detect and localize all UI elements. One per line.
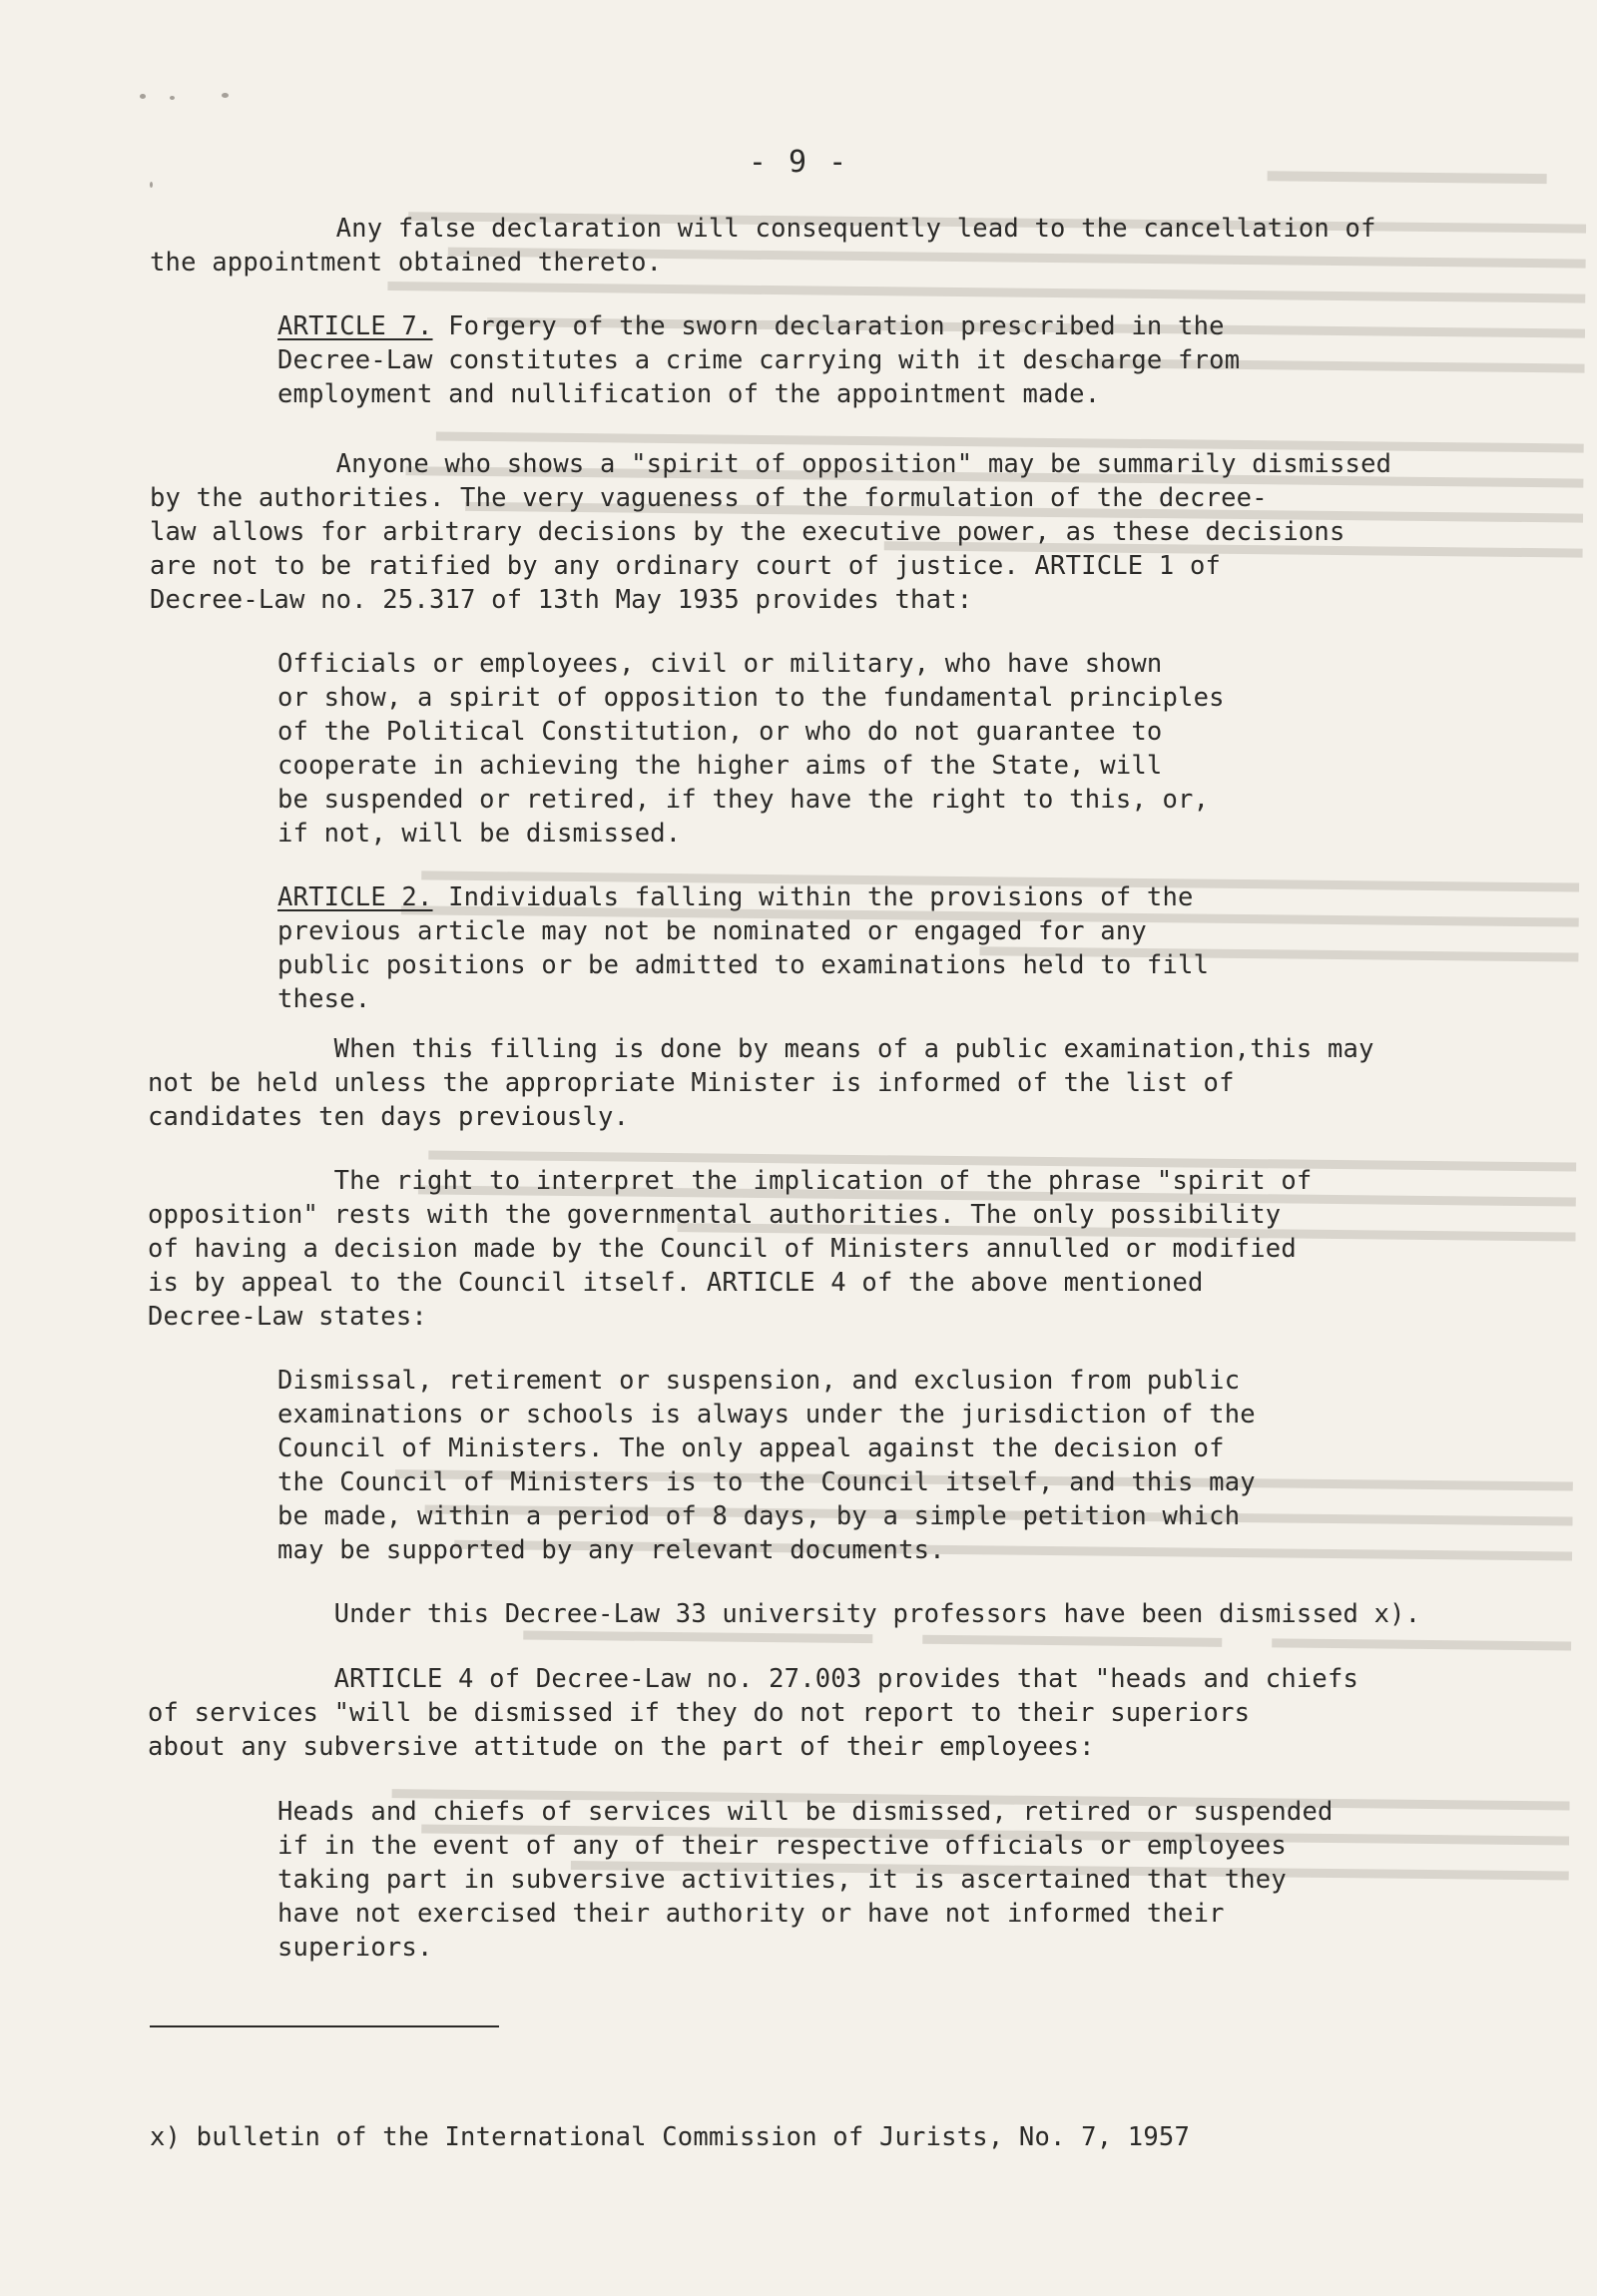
paragraph-line: of services "will be dismissed if they do not report to their superiors bbox=[148, 1698, 1251, 1728]
ink-speck bbox=[170, 96, 175, 100]
article-7-line bbox=[277, 309, 1225, 343]
quote-line: cooperate in achieving the higher aims of the State, will bbox=[277, 751, 1163, 781]
ink-speck bbox=[150, 182, 153, 188]
paragraph-line: by the authorities. The very vagueness of the formulation of the decree- bbox=[150, 483, 1268, 513]
article-heading: ARTICLE 2. bbox=[277, 882, 433, 912]
paragraph-line: not be held unless the appropriate Minister is informed of the list of bbox=[148, 1068, 1235, 1098]
paragraph-line: opposition" rests with the governmental authorities. The only possibility bbox=[148, 1200, 1282, 1230]
article-2-line bbox=[277, 880, 1194, 914]
paragraph-line: are not to be ratified by any ordinary court of justice. ARTICLE 1 of bbox=[150, 551, 1222, 581]
paragraph-line: of having a decision made by the Council of Ministers annulled or modified bbox=[148, 1234, 1297, 1264]
quote-line: have not exercised their authority or have not informed their bbox=[277, 1899, 1225, 1929]
paragraph-line: Anyone who shows a "spirit of opposition" may be summarily dismissed bbox=[150, 449, 1392, 479]
article-7-line: employment and nullification of the appointment made. bbox=[277, 379, 1101, 409]
paragraph-line: Under this Decree-Law 33 university professors have been dismissed x). bbox=[148, 1599, 1421, 1629]
quote-line: Heads and chiefs of services will be dismissed, retired or suspended bbox=[277, 1797, 1333, 1827]
article-2-line: public positions or be admitted to examinations held to fill bbox=[277, 950, 1210, 980]
paragraph-line: ARTICLE 4 of Decree-Law no. 27.003 provides that "heads and chiefs bbox=[148, 1664, 1359, 1694]
paragraph-line: candidates ten days previously. bbox=[148, 1102, 630, 1132]
quote-line: the Council of Ministers is to the Council itself, and this may bbox=[277, 1467, 1256, 1497]
paragraph-line: the appointment obtained thereto. bbox=[150, 248, 663, 278]
quote-line: taking part in subversive activities, it is ascertained that they bbox=[277, 1865, 1287, 1895]
article-2-line: previous article may not be nominated or engaged for any bbox=[277, 916, 1147, 946]
article-text: Individuals falling within the provisions of the bbox=[432, 882, 1194, 912]
paragraph-line: The right to interpret the implication of the phrase "spirit of bbox=[148, 1166, 1313, 1196]
paragraph-line: Any false declaration will consequently lead to the cancellation of bbox=[150, 214, 1376, 244]
quote-line: Officials or employees, civil or military, who have shown bbox=[277, 649, 1163, 679]
quote-line: of the Political Constitution, or who do not guarantee to bbox=[277, 717, 1163, 747]
quote-line: Council of Ministers. The only appeal against the decision of bbox=[277, 1434, 1225, 1463]
paragraph-line: law allows for arbitrary decisions by the executive power, as these decisions bbox=[150, 517, 1345, 547]
paragraph-line: Decree-Law no. 25.317 of 13th May 1935 provides that: bbox=[150, 585, 973, 615]
quote-line: may be supported by any relevant documents. bbox=[277, 1535, 945, 1565]
page-number: - 9 - bbox=[748, 145, 849, 180]
footnote-divider bbox=[150, 2025, 499, 2027]
quote-line: superiors. bbox=[277, 1933, 433, 1963]
article-text: Forgery of the sworn declaration prescribed in the bbox=[432, 311, 1225, 341]
ink-speck bbox=[140, 94, 146, 99]
paragraph-line: Decree-Law states: bbox=[148, 1302, 427, 1332]
article-7-line: Decree-Law constitutes a crime carrying with it descharge from bbox=[277, 345, 1241, 375]
quote-line: Dismissal, retirement or suspension, and exclusion from public bbox=[277, 1366, 1241, 1396]
quote-line: examinations or schools is always under the jurisdiction of the bbox=[277, 1400, 1256, 1430]
article-heading: ARTICLE 7. bbox=[277, 311, 433, 341]
paragraph-line: about any subversive attitude on the part of their employees: bbox=[148, 1732, 1095, 1762]
quote-line: be made, within a period of 8 days, by a simple petition which bbox=[277, 1501, 1241, 1531]
article-2-line: these. bbox=[277, 984, 371, 1014]
quote-line: or show, a spirit of opposition to the fundamental principles bbox=[277, 683, 1225, 713]
quote-line: be suspended or retired, if they have the right to this, or, bbox=[277, 785, 1210, 815]
footnote: x) bulletin of the International Commission of Jurists, No. 7, 1957 bbox=[150, 2122, 1191, 2152]
quote-line: if in the event of any of their respective officials or employees bbox=[277, 1831, 1287, 1861]
paragraph-line: When this filling is done by means of a public examination,this may bbox=[148, 1034, 1374, 1064]
quote-line: if not, will be dismissed. bbox=[277, 819, 682, 849]
paragraph-line: is by appeal to the Council itself. ARTICLE 4 of the above mentioned bbox=[148, 1268, 1204, 1298]
ink-speck bbox=[222, 93, 229, 98]
